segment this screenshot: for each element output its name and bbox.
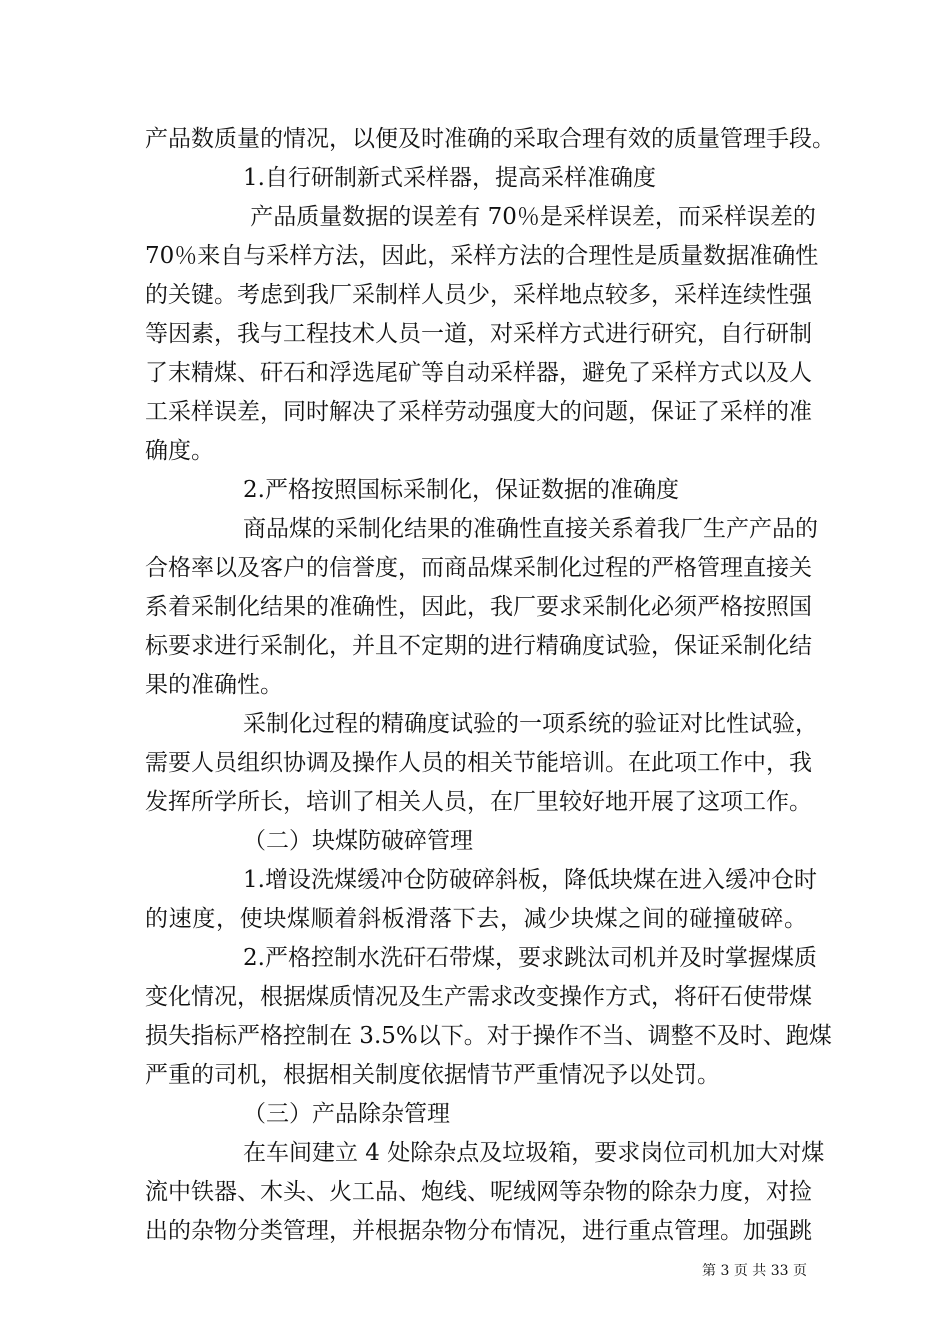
body-line: 标要求进行采制化，并且不定期的进行精确度试验，保证采制化结 [145,633,812,659]
body-line: 70％来自与采样方法，因此，采样方法的合理性是质量数据准确性 [145,243,819,269]
body-line: 严重的司机，根据相关制度依据情节严重情况予以处罚。 [145,1062,720,1088]
body-line: 了末精煤、矸石和浮选尾矿等自动采样器，避免了采样方式以及人 [145,360,812,386]
body-line: 的速度，使块煤顺着斜板滑落下去，减少块煤之间的碰撞破碎。 [145,906,807,932]
body-line: 1.增设洗煤缓冲仓防破碎斜板，降低块煤在进入缓冲仓时 [243,867,817,893]
body-line: 损失指标严格控制在 3.5%以下。对于操作不当、调整不及时、跑煤 [145,1023,832,1049]
body-line: 变化情况，根据煤质情况及生产需求改变操作方式，将矸石使带煤 [145,984,812,1010]
section-heading: （二）块煤防破碎管理 [243,828,473,854]
body-line: 在车间建立 4 处除杂点及垃圾箱，要求岗位司机加大对煤 [243,1140,825,1166]
subheading: 2.严格按照国标采制化，保证数据的准确度 [243,477,679,503]
page-number-footer: 第 3 页 共 33 页 [702,1263,807,1279]
body-line: 系着采制化结果的准确性，因此，我厂要求采制化必须严格按照国 [145,594,812,620]
body-line: 商品煤的采制化结果的准确性直接关系着我厂生产产品的 [243,516,818,542]
body-line: 合格率以及客户的信誉度，而商品煤采制化过程的严格管理直接关 [145,555,812,581]
body-line: 2.严格控制水洗矸石带煤，要求跳汰司机并及时掌握煤质 [243,945,817,971]
body-line: 需要人员组织协调及操作人员的相关节能培训。在此项工作中，我 [145,750,812,776]
body-line: 果的准确性。 [145,672,283,698]
body-line: 确度。 [145,438,214,464]
body-line: 等因素，我与工程技术人员一道，对采样方式进行研究，自行研制 [145,321,812,347]
body-line: 出的杂物分类管理，并根据杂物分布情况，进行重点管理。加强跳 [145,1218,812,1244]
body-line: 工采样误差，同时解决了采样劳动强度大的问题，保证了采样的准 [145,399,812,425]
body-line: 发挥所学所长，培训了相关人员，在厂里较好地开展了这项工作。 [145,789,812,815]
subheading: 1.自行研制新式采样器，提高采样准确度 [243,165,656,191]
body-line: 流中铁器、木头、火工品、炮线、呢绒网等杂物的除杂力度，对捡 [145,1179,812,1205]
body-line: 采制化过程的精确度试验的一项系统的验证对比性试验， [243,711,818,737]
body-line: 的关键。考虑到我厂采制样人员少，采样地点较多，采样连续性强 [145,282,812,308]
body-line: 产品数质量的情况，以便及时准确的采取合理有效的质量管理手段。 [145,126,835,152]
section-heading: （三）产品除杂管理 [243,1101,450,1127]
body-line: 产品质量数据的误差有 70％是采样误差，而采样误差的 [243,204,816,230]
